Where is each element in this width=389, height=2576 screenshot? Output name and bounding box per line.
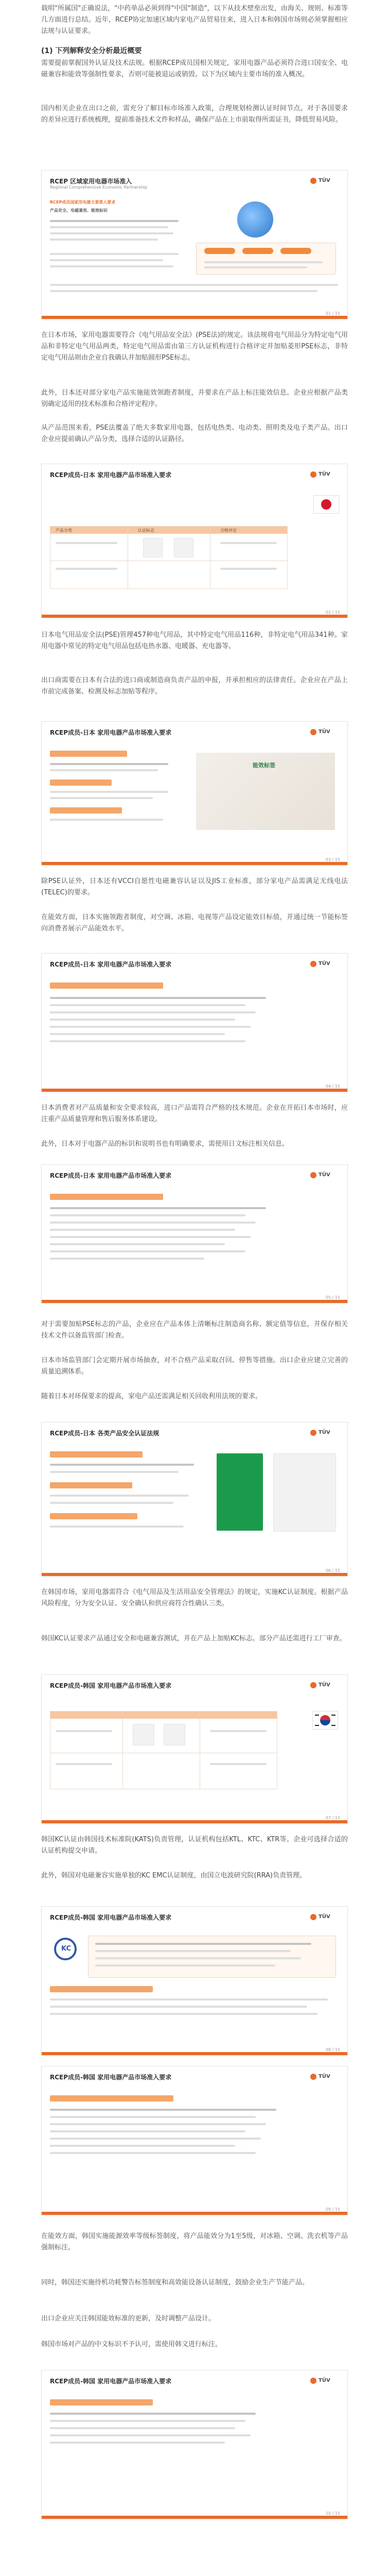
paragraph: 国内相关企业在出口之前，需充分了解目标市场准入政策，合理规划检测认证时间节点。对于各国要求的差异应进行系统梳理，提前准备技术文件和样品，确保产品在上市前取得所需证书，降低贸易风险。 (41, 105, 348, 124)
slide-title: RCEP成员-韩国 家用电器产品市场准入要求 (50, 2378, 172, 2385)
text-line (50, 239, 158, 241)
paragraph: 此外，韩国对电磁兼容实施单独的KC EMC认证制度，由国立电波研究院(RRA)负责管理。 (41, 1872, 307, 1879)
info-box (88, 1936, 336, 1978)
slide-page-number: 10 / 15 (325, 2511, 340, 2516)
slide-point: RCEP成员国家用电器主要准入要求 (50, 200, 116, 205)
pse-mark-icon (174, 538, 193, 557)
slide-title: RCEP成员-日本 家用电器产品市场准入要求 (50, 471, 172, 479)
kc-certification-icon: KC (54, 1938, 77, 1960)
slide-accent-bar (42, 1089, 347, 1092)
paragraph: 在韩国市场，家用电器需符合《电气用品及生活用品安全管理法》的规定，实施KC认证制度。根据产品风险程度，分为安全认证、安全确认和供应商符合性确认三类。 (41, 1588, 348, 1607)
logo-mark-icon (310, 471, 316, 478)
slide-rcep-overview (41, 170, 348, 319)
slide-title: RCEP成员-韩国 家用电器产品市场准入要求 (50, 2074, 172, 2081)
pse-mark-icon (143, 538, 163, 557)
logo-mark-icon (310, 1430, 316, 1436)
slide-header (50, 960, 339, 974)
logo-mark-icon (310, 1172, 316, 1178)
label-chip (280, 248, 311, 254)
company-logo: TÜV (310, 2073, 339, 2081)
slide-page-number: 06 / 15 (325, 1568, 340, 1573)
paragraph: 出口企业应关注韩国能效标准的更新，及时调整产品设计。 (41, 2315, 216, 2323)
text-line (50, 220, 179, 222)
paragraph: 此外，日本还对部分家电产品实施能效领跑者制度，并要求在产品上标注能效信息。企业应根据产品类别确定适用的技术标准和合格评定程序。 (41, 389, 348, 408)
table-header: 产品分类 (56, 528, 72, 533)
company-logo: TÜV (310, 1913, 339, 1921)
company-logo: TÜV (310, 1429, 339, 1437)
slide-title: RCEP成员-韩国 家用电器产品市场准入要求 (50, 1682, 172, 1689)
text-line (50, 284, 338, 286)
paragraph: 在能效方面，日本实施领跑者制度，对空调、冰箱、电视等产品设定能效目标值，并通过统一节能标签向消费者展示产品能效水平。 (41, 913, 348, 933)
company-logo: TÜV (310, 960, 339, 968)
slide-subtitle: Regional Comprehensive Economic Partnership (50, 185, 147, 190)
paragraph: 在能效方面，韩国实施能源效率等级标签制度，将产品能效分为1至5级，对冰箱、空调、洗衣机等产品强制标注。 (41, 2232, 348, 2251)
paragraph: 此外，日本对于电器产品的标识和说明书也有明确要求，需使用日文标注相关信息。 (41, 1140, 289, 1148)
paragraph: 对于需要加贴PSE标志的产品，企业应在产品本体上清晰标注制造商名称、额定值等信息，并保存相关技术文件以备监管部门检查。 (41, 1320, 348, 1340)
slide-page-number: 04 / 15 (325, 1084, 340, 1089)
globe-icon (237, 201, 273, 238)
paragraph: 日本消费者对产品质量和安全要求较高，进口产品需符合严格的技术规范。企业在开拓日本市场时，应注重产品质量管理和售后服务体系建设。 (41, 1104, 348, 1123)
slide-japan-product-safety (41, 1422, 348, 1577)
paragraph: 随着日本对环保要求的提高，家电产品还需满足相关回收利用法规的要求。 (41, 1393, 262, 1400)
table-header: 认证标志 (138, 528, 154, 533)
slide-accent-bar (42, 1820, 347, 1823)
logo-mark-icon (310, 961, 316, 967)
requirements-table (50, 1711, 277, 1789)
slide-header (50, 177, 339, 191)
slide-accent-bar (42, 1300, 347, 1303)
text-line (204, 266, 307, 268)
slide-japan-requirements (41, 464, 348, 618)
paragraph: 出口商需要在日本有合法的进口商或制造商负责产品的申报，并承担相应的法律责任。企业应在产品上市前完成备案、检测及标志加贴等程序。 (41, 676, 348, 696)
company-logo: TÜV (310, 1171, 339, 1179)
korea-flag-icon (312, 1711, 338, 1730)
slide-accent-bar (42, 2052, 347, 2055)
text-line (50, 265, 173, 267)
paragraph: 同时，韩国还实施待机功耗警告标签制度和高效能设备认证制度，鼓励企业生产节能产品。 (41, 2279, 309, 2286)
paragraph: 韩国市场对产品的中文标识不予认可，需使用韩文进行标注。 (41, 2341, 222, 2348)
slide-header (50, 2073, 339, 2087)
slide-header (50, 1171, 339, 1185)
slide-header (50, 1913, 339, 1927)
label-chip (242, 248, 273, 254)
logo-mark-icon (310, 2074, 316, 2080)
text-line (204, 261, 323, 263)
japan-flag-icon (313, 495, 339, 514)
paragraph: 韩国KC认证由韩国技术标准院(KATS)负责管理，认证机构包括KTL、KTC、KTR等。企业可选择合适的认证机构提交申请。 (41, 1836, 348, 1855)
slide-title: RCEP成员-韩国 家用电器产品市场准入要求 (50, 1914, 172, 1921)
slide-page-number: 01 / 15 (325, 311, 340, 316)
text-line (50, 290, 317, 292)
slide-japan-requirements-3 (41, 1164, 348, 1303)
text-line (50, 232, 173, 234)
slide-page-number: 09 / 15 (325, 2207, 340, 2212)
slide-header (50, 470, 339, 485)
company-logo: TÜV (310, 728, 339, 736)
slide-title: RCEP 区域家用电器市场准入 (50, 178, 132, 185)
logo-mark-icon (310, 1914, 316, 1920)
company-logo: TÜV (310, 177, 339, 185)
logo-mark-icon (310, 1682, 316, 1688)
logo-mark-icon (310, 729, 316, 735)
slide-japan-energy (41, 721, 348, 866)
slide-header (50, 1429, 339, 1443)
intro-paragraph: 载明"所属国"正确说法，"中药单品必须到得"中国"制造"，以下从技术壁垒出发，由海关、规则、标准等几方面进行总结。近年，RCEP协定加速区域内家电产品贸易往来，进入日本和韩国市场则必须掌握相应法规与认证要求。 (41, 5, 348, 35)
slide-header (50, 728, 339, 742)
slide-accent-bar (42, 862, 347, 865)
slide-page-number: 02 / 15 (325, 610, 340, 615)
slide-korea-requirements (41, 1674, 348, 1824)
slide-header (50, 1681, 339, 1696)
logo-mark-icon (310, 2378, 316, 2384)
section-title: (1) 下列解释安全分析最近概要 (41, 47, 142, 55)
paragraph: 需要提前掌握国外认证及技术法规。根据RCEP成员国相关规定，家用电器产品必须符合进口国安全、电磁兼容和能效等强制性要求，否则可能被退运或销毁。以下为区域内主要市场的准入概况。 (41, 59, 348, 78)
kc-mark-icon (133, 1724, 154, 1745)
slide-accent-bar (42, 615, 347, 618)
company-logo: TÜV (310, 470, 339, 479)
slide-accent-bar (42, 316, 347, 319)
slide-title: RCEP成员-日本 各类产品安全认证法规 (50, 1430, 160, 1437)
company-logo: TÜV (310, 2377, 339, 2385)
slide-title: RCEP成员-日本 家用电器产品市场准入要求 (50, 961, 172, 968)
slide-accent-bar (42, 1573, 347, 1576)
slide-header (50, 2377, 339, 2391)
slide-point: 产品安全、电磁兼容、能效标识 (50, 208, 108, 213)
table-header: 合格评定 (220, 528, 237, 533)
text-line (50, 259, 163, 261)
logo-mark-icon (310, 178, 316, 184)
kc-mark-icon (164, 1724, 185, 1745)
paragraph: 日本电气用品安全法(PSE)管理457种电气用品，其中特定电气用品116种，非特定电气用品341种。家用电器中常见的特定电气用品包括电热水器、电暖器、充电器等。 (41, 631, 348, 650)
slide-page-number: 03 / 15 (325, 857, 340, 862)
paragraph: 日本市场监管部门会定期开展市场抽查，对不合格产品采取召回、停售等措施。出口企业应建立完善的质量追溯体系。 (41, 1357, 348, 1376)
slide-title: RCEP成员-日本 家用电器产品市场准入要求 (50, 729, 172, 736)
slide-japan-requirements-2 (41, 953, 348, 1092)
energy-label-tag: 能效标签 (253, 762, 275, 769)
slide-accent-bar (42, 2212, 347, 2215)
energy-label-icon (217, 1453, 263, 1531)
slide-accent-bar (42, 2516, 347, 2519)
slide-korea-energy (41, 2370, 348, 2519)
paragraph: 除PSE认证外，日本还有VCCI自愿性电磁兼容认证以及JIS工业标准，部分家电产品需满足无线电法(TELEC)的要求。 (41, 877, 348, 896)
company-logo: TÜV (310, 1681, 339, 1689)
requirements-table (50, 526, 288, 589)
slide-page-number: 08 / 15 (325, 2047, 340, 2052)
text-line (50, 253, 179, 255)
slide-page-number: 07 / 15 (325, 1816, 340, 1820)
slide-title: RCEP成员-日本 家用电器产品市场准入要求 (50, 1172, 172, 1179)
paragraph: 从产品范围来看，PSE法覆盖了绝大多数家用电器，包括电热类、电动类、照明类及电子类产品。出口企业应提前确认产品分类，选择合适的认证路径。 (41, 424, 348, 443)
slide-korea-kc (41, 1906, 348, 2056)
text-line (50, 226, 168, 228)
label-chip (204, 248, 235, 254)
slide-korea-requirements-2 (41, 2066, 348, 2215)
product-image (273, 1453, 336, 1532)
slide-page-number: 05 / 15 (325, 1295, 340, 1300)
paragraph: 韩国KC认证要求产品通过安全和电磁兼容测试，并在产品上加贴KC标志。部分产品还需进行工厂审查。 (41, 1635, 346, 1642)
paragraph: 在日本市场，家用电器需要符合《电气用品安全法》(PSE法)的规定。该法规将电气用品分为特定电气用品和非特定电气用品两类，特定电气用品需由第三方认证机构进行合格评定并加贴菱形PSE标志，非特定电气用品则由企业自我确认并加贴圆形PSE标志。 (41, 331, 348, 362)
